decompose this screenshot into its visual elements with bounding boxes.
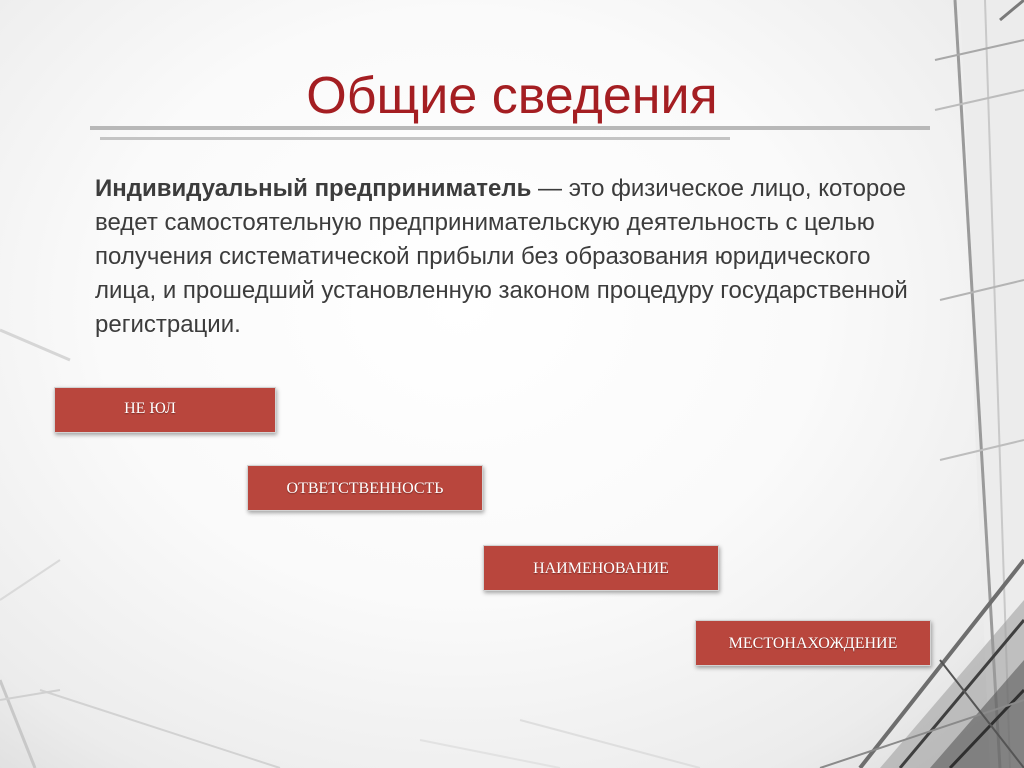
definition-term: Индивидуальный предприниматель bbox=[95, 175, 532, 202]
tag-not-legal-entity[interactable]: НЕ ЮЛ bbox=[54, 387, 276, 433]
definition-paragraph bbox=[95, 172, 925, 342]
tag-name[interactable]: НАИМЕНОВАНИЕ bbox=[483, 545, 719, 591]
title-underline-long bbox=[90, 126, 930, 130]
slide-title: Общие сведения bbox=[306, 67, 718, 125]
definition-text: — это физическое лицо, которое ведет самостоятельную предпринимательскую деятельность с целью получения систематической прибыли без образования юридического лица, и прошедший установленную законом процедуру государственной регистрации. bbox=[95, 175, 908, 338]
tag-responsibility[interactable]: ОТВЕТСТВЕННОСТЬ bbox=[247, 465, 483, 511]
tag-location[interactable]: МЕСТОНАХОЖДЕНИЕ bbox=[695, 620, 931, 666]
title-underline-short bbox=[100, 137, 730, 140]
